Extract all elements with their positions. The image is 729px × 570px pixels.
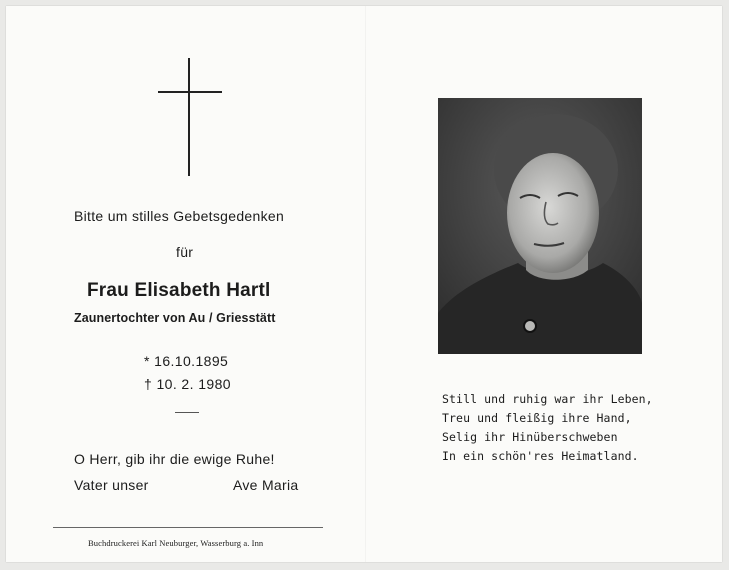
cross-icon (158, 58, 222, 176)
poem-line: In ein schön'res Heimatland. (442, 449, 639, 463)
poem-line: Treu und fleißig ihre Hand, (442, 411, 632, 425)
portrait-photo (438, 98, 642, 354)
death-date: † 10. 2. 1980 (144, 376, 231, 392)
poem-line: Selig ihr Hinüberschweben (442, 430, 618, 444)
left-panel (6, 6, 365, 562)
divider (175, 412, 199, 413)
right-panel (366, 6, 722, 562)
prayer-request: Bitte um stilles Gebetsgedenken (74, 208, 285, 224)
birth-date: * 16.10.1895 (144, 353, 229, 369)
prayer-line: O Herr, gib ihr die ewige Ruhe! (74, 451, 275, 467)
prayer-vater-unser: Vater unser (74, 477, 149, 493)
for-label: für (176, 244, 194, 260)
footer-rule (53, 527, 323, 528)
prayer-ave-maria: Ave Maria (233, 477, 299, 493)
deceased-origin: Zaunertochter von Au / Griesstätt (74, 311, 276, 325)
poem-line: Still und ruhig war ihr Leben, (442, 392, 653, 406)
poem (442, 390, 653, 466)
deceased-name: Frau Elisabeth Hartl (87, 280, 271, 301)
printer-imprint: Buchdruckerei Karl Neuburger, Wasserburg a. Inn (88, 538, 264, 548)
